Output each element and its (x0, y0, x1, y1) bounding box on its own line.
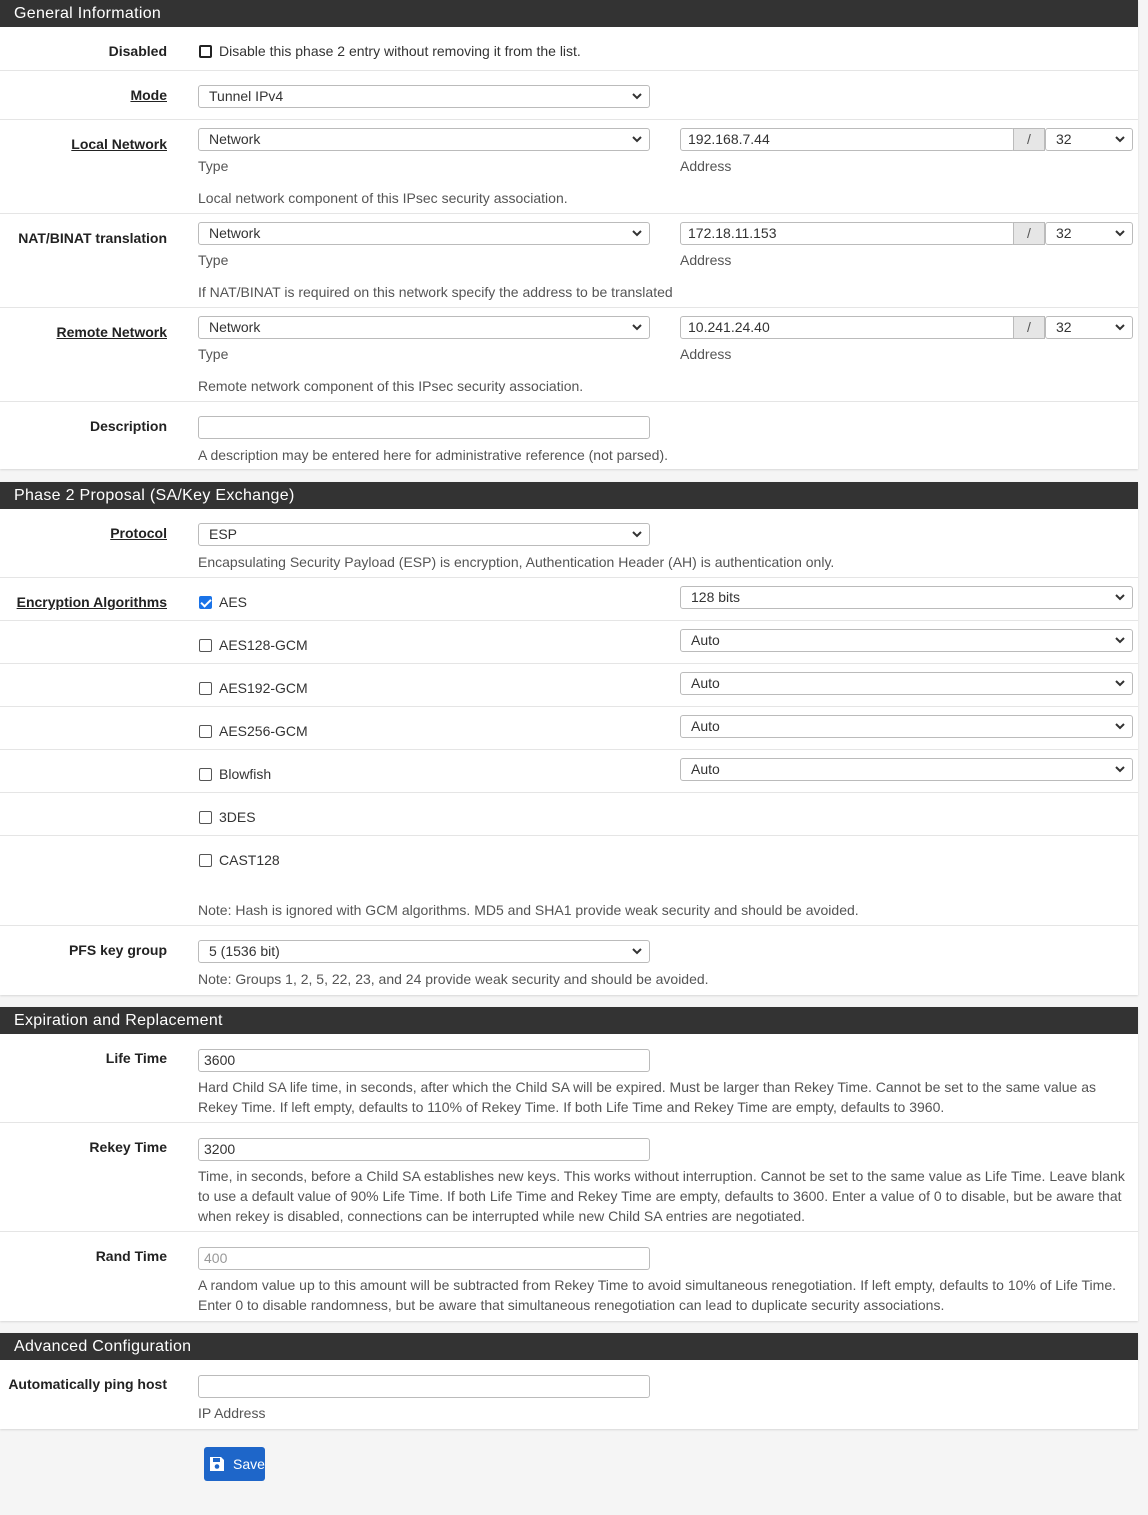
nat-binat-row (0, 214, 1138, 308)
nat-binat-mask-select[interactable] (1045, 222, 1133, 245)
rand-time-help: A random value up to this amount will be subtracted from Rekey Time to avoid simultaneous renegotiation. If left empty, defaults to 10% of Life Time. Enter 0 to disable randomness, but be aware that simultaneous renegotiation can lead to duplicate security associations. (198, 1277, 1116, 1313)
encryption-row-aes192gcm (0, 664, 1138, 707)
floppy-disk-icon (208, 1455, 226, 1473)
chevron-down-icon (1114, 720, 1126, 732)
rand-time-label: Rand Time (95, 1248, 167, 1264)
cast128-label: CAST128 (219, 852, 280, 868)
local-network-address-input[interactable]: 192.168.7.44 (680, 128, 1015, 151)
chevron-down-icon (631, 227, 643, 239)
aes192gcm-keylen-value: Auto (691, 675, 720, 691)
description-input[interactable] (198, 416, 650, 439)
protocol-select[interactable] (198, 523, 650, 546)
protocol-help: Encapsulating Security Payload (ESP) is encryption, Authentication Header (AH) is authentication only. (198, 554, 835, 570)
chevron-down-icon (631, 90, 643, 102)
encryption-row-3des (0, 793, 1138, 836)
nat-binat-type-value: Network (209, 225, 261, 241)
mode-row (0, 71, 1138, 120)
save-button[interactable] (204, 1447, 265, 1481)
nat-binat-type-caption: Type (198, 252, 229, 268)
chevron-down-icon (1114, 321, 1126, 333)
pfs-row (0, 926, 1138, 995)
ping-host-input[interactable] (198, 1375, 650, 1398)
ping-host-row (0, 1360, 1138, 1429)
chevron-down-icon (1114, 763, 1126, 775)
mode-label[interactable]: Mode (130, 87, 167, 103)
general-information-panel (0, 0, 1138, 469)
aes-label: AES (219, 594, 248, 610)
local-network-slash: / (1013, 128, 1045, 151)
phase2-proposal-panel (0, 482, 1138, 995)
aes192gcm-checkbox[interactable] (199, 682, 212, 695)
remote-network-help: Remote network component of this IPsec security association. (198, 378, 584, 394)
disabled-label: Disabled (108, 43, 167, 59)
nat-binat-type-select[interactable] (198, 222, 650, 245)
aes256gcm-checkbox[interactable] (199, 725, 212, 738)
chevron-down-icon (631, 528, 643, 540)
local-network-help: Local network component of this IPsec security association. (198, 190, 568, 206)
aes256gcm-keylen-value: Auto (691, 718, 720, 734)
chevron-down-icon (631, 133, 643, 145)
cast128-checkbox[interactable] (199, 854, 212, 867)
chevron-down-icon (631, 321, 643, 333)
rekey-time-row (0, 1123, 1138, 1232)
aes192gcm-keylen-select[interactable] (680, 672, 1133, 695)
expiration-panel (0, 1007, 1138, 1321)
nat-binat-help: If NAT/BINAT is required on this network specify the address to be translated (198, 284, 673, 300)
remote-network-mask-value: 32 (1056, 319, 1072, 335)
description-row (0, 402, 1138, 469)
remote-network-label[interactable]: Remote Network (56, 324, 167, 340)
nat-binat-label: NAT/BINAT translation (18, 230, 167, 246)
aes256gcm-label: AES256-GCM (219, 723, 308, 739)
protocol-select-value: ESP (209, 526, 238, 542)
aes128gcm-keylen-value: Auto (691, 632, 720, 648)
local-network-mask-value: 32 (1056, 131, 1072, 147)
ping-host-label: Automatically ping host (8, 1376, 167, 1392)
pfs-key-group-label: PFS key group (68, 942, 167, 958)
chevron-down-icon (1114, 677, 1126, 689)
local-network-address-caption: Address (680, 158, 732, 174)
local-network-mask-select[interactable] (1045, 128, 1133, 151)
ping-host-help: IP Address (198, 1405, 266, 1421)
life-time-row (0, 1034, 1138, 1123)
mode-select[interactable] (198, 85, 650, 108)
remote-network-address-caption: Address (680, 346, 732, 362)
aes128gcm-checkbox[interactable] (199, 639, 212, 652)
local-network-type-caption: Type (198, 158, 229, 174)
remote-network-row (0, 308, 1138, 402)
remote-network-mask-select[interactable] (1045, 316, 1133, 339)
aes192gcm-label: AES192-GCM (219, 680, 308, 696)
rekey-time-input[interactable]: 3200 (198, 1138, 650, 1161)
nat-binat-slash: / (1013, 222, 1045, 245)
life-time-input[interactable]: 3600 (198, 1049, 650, 1072)
advanced-panel (0, 1333, 1138, 1429)
remote-network-slash: / (1013, 316, 1045, 339)
nat-binat-address-caption: Address (680, 252, 732, 268)
rand-time-input[interactable]: 400 (198, 1247, 650, 1270)
chevron-down-icon (1114, 591, 1126, 603)
3des-checkbox[interactable] (199, 811, 212, 824)
rekey-time-label: Rekey Time (89, 1139, 167, 1155)
aes-keylen-select[interactable] (680, 586, 1133, 609)
remote-network-type-value: Network (209, 319, 261, 335)
disabled-row (0, 27, 1138, 71)
description-help: A description may be entered here for administrative reference (not parsed). (198, 447, 669, 463)
protocol-label[interactable]: Protocol (110, 525, 167, 541)
rand-time-row (0, 1232, 1138, 1321)
nat-binat-mask-value: 32 (1056, 225, 1072, 241)
mode-select-value: Tunnel IPv4 (209, 88, 284, 104)
remote-network-type-caption: Type (198, 346, 229, 362)
aes-checkbox[interactable] (199, 596, 212, 609)
encryption-row-aes128gcm (0, 621, 1138, 664)
nat-binat-address-input[interactable]: 172.18.11.153 (680, 222, 1015, 245)
encryption-row-blowfish (0, 750, 1138, 793)
pfs-key-group-select[interactable] (198, 940, 650, 963)
chevron-down-icon (631, 945, 643, 957)
general-information-heading: General Information (0, 0, 1138, 27)
encryption-row-cast128 (0, 836, 1138, 926)
local-network-label[interactable]: Local Network (71, 136, 167, 152)
save-button-label: Save (233, 1456, 265, 1472)
chevron-down-icon (1114, 227, 1126, 239)
encryption-algorithms-label[interactable]: Encryption Algorithms (16, 594, 167, 610)
local-network-row (0, 120, 1138, 214)
aes128gcm-label: AES128-GCM (219, 637, 308, 653)
life-time-label: Life Time (105, 1050, 167, 1066)
pfs-key-group-value: 5 (1536 bit) (209, 943, 280, 959)
disabled-checkbox[interactable] (199, 45, 212, 58)
encryption-row-aes (0, 578, 1138, 621)
remote-network-type-select[interactable] (198, 316, 650, 339)
advanced-heading: Advanced Configuration (0, 1333, 1138, 1360)
blowfish-keylen-select[interactable] (680, 758, 1133, 781)
chevron-down-icon (1114, 634, 1126, 646)
encryption-note: Note: Hash is ignored with GCM algorithms. MD5 and SHA1 provide weak security and should be avoided. (198, 902, 859, 918)
life-time-help: Hard Child SA life time, in seconds, after which the Child SA will be expired. Must be larger than Rekey Time. Cannot be set to the same value as Rekey Time. If left empty, defaults to 110% of Rekey Time. If both Life Time and Rekey Time are empty, defaults to 3960. (198, 1079, 1097, 1115)
local-network-type-select[interactable] (198, 128, 650, 151)
chevron-down-icon (1114, 133, 1126, 145)
rekey-time-help: Time, in seconds, before a Child SA establishes new keys. This works without interruption. Cannot be set to the same value as Life Time. Leave blank to use a default value of 90% Life Time. If both Life Time and Rekey Time are empty, defaults to 3600. Enter a value of 0 to disable, but be aware that when rekey is disabled, connections can be interrupted while new Child SA entries are negotiated. (198, 1168, 1125, 1224)
encryption-row-aes256gcm (0, 707, 1138, 750)
phase2-proposal-heading: Phase 2 Proposal (SA/Key Exchange) (0, 482, 1138, 509)
description-label: Description (89, 418, 167, 434)
aes-keylen-value: 128 bits (691, 589, 741, 605)
expiration-heading: Expiration and Replacement (0, 1007, 1138, 1034)
disabled-checkbox-text: Disable this phase 2 entry without removing it from the list. (219, 43, 581, 59)
remote-network-address-input[interactable]: 10.241.24.40 (680, 316, 1015, 339)
blowfish-checkbox[interactable] (199, 768, 212, 781)
local-network-type-value: Network (209, 131, 261, 147)
3des-label: 3DES (219, 809, 256, 825)
aes256gcm-keylen-select[interactable] (680, 715, 1133, 738)
blowfish-label: Blowfish (219, 766, 272, 782)
protocol-row (0, 509, 1138, 578)
pfs-key-group-help: Note: Groups 1, 2, 5, 22, 23, and 24 provide weak security and should be avoided. (198, 971, 709, 987)
aes128gcm-keylen-select[interactable] (680, 629, 1133, 652)
blowfish-keylen-value: Auto (691, 761, 720, 777)
